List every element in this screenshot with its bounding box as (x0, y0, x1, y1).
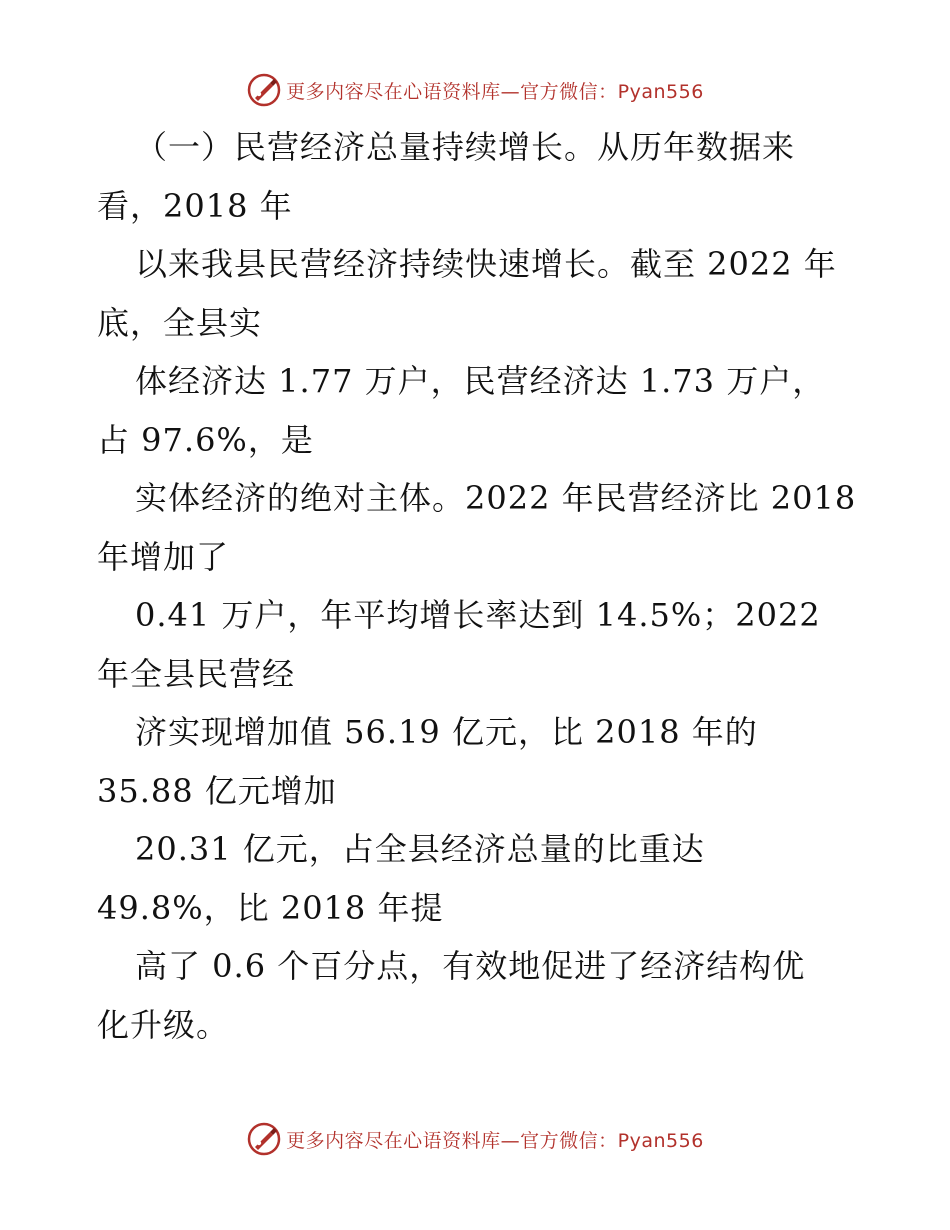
text-line: 化升级。 (97, 1005, 230, 1044)
text-line: 底，全县实 (97, 303, 263, 342)
watermark-text: 更多内容尽在心语资料库—官方微信：Pyan556 (286, 1129, 704, 1152)
text-line: 0.41 万户，年平均增长率达到 14.5%；2022 (135, 596, 821, 634)
text-line: 35.88 亿元增加 (97, 771, 337, 810)
text-line: （一）民营经济总量持续增长。从历年数据来 (135, 128, 796, 166)
text-line: 49.8%，比 2018 年提 (97, 888, 444, 927)
text-line: 年全县民营经 (97, 654, 296, 693)
text-line: 占 97.6%，是 (97, 420, 314, 459)
text-line: 体经济达 1.77 万户，民营经济达 1.73 万户， (135, 362, 826, 400)
pen-logo-icon (246, 1121, 282, 1157)
pen-logo-icon (246, 72, 282, 108)
text-line: 高了 0.6 个百分点，有效地促进了经济结构优 (135, 947, 806, 985)
text-line: 实体经济的绝对主体。2022 年民营经济比 2018 (135, 479, 857, 517)
text-line: 年增加了 (97, 537, 230, 576)
header-watermark (0, 70, 950, 110)
footer-watermark (0, 1119, 950, 1159)
text-line: 看，2018 年 (97, 186, 293, 225)
document-body (97, 118, 867, 1054)
text-line: 济实现增加值 56.19 亿元，比 2018 年的 (135, 713, 758, 751)
text-line: 以来我县民营经济持续快速增长。截至 2022 年 (135, 245, 837, 283)
text-line: 20.31 亿元，占全县经济总量的比重达 (135, 830, 705, 868)
watermark-text: 更多内容尽在心语资料库—官方微信：Pyan556 (286, 80, 704, 103)
